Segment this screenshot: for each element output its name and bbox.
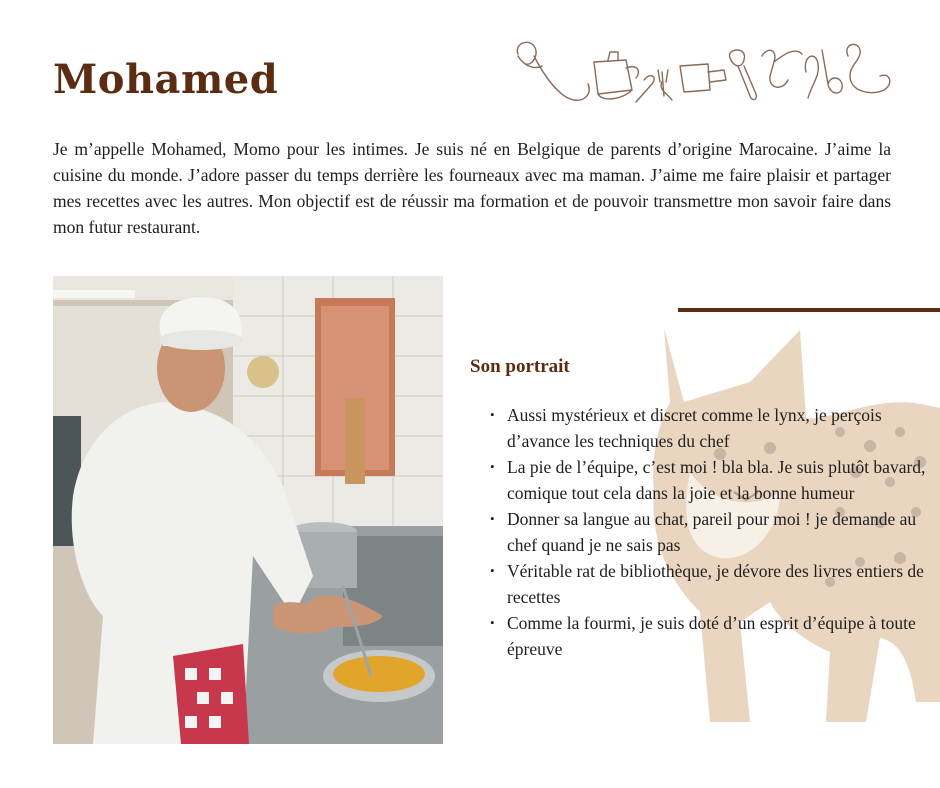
list-item: • Donner sa langue au chat, pareil pour moi ! je demande au chef quand je ne sais pas: [507, 506, 927, 558]
chef-photo-icon: [53, 276, 443, 744]
list-item: • La pie de l’équipe, c’est moi ! bla bla. Je suis plutôt bavard, comique tout cela dans la joie et la bonne humeur: [507, 454, 927, 506]
list-item: • Véritable rat de bibliothèque, je dévore des livres entiers de recettes: [507, 558, 927, 610]
intro-paragraph: Je m’appelle Mohamed, Momo pour les intimes. Je suis né en Belgique de parents d’origine Marocaine. J’aime la cuisine du monde. J’adore passer du temps derrière les fourneaux avec ma maman. J’aime me faire plaisir et partager mes recettes avec les autres. Mon objectif est de réussir ma formation et de pouvoir transmettre mon savoir faire dans mon futur restaurant.: [53, 139, 891, 237]
profile-name: Mohamed: [53, 56, 279, 103]
list-item: • Aussi mystérieux et discret comme le lynx, je perçois d’avance les techniques du chef: [507, 402, 927, 454]
traits-list: [470, 402, 927, 662]
list-item: • Comme la fourmi, je suis doté d’un esprit d’équipe à toute épreuve: [507, 610, 927, 662]
portrait-heading: Son portrait: [470, 356, 570, 377]
kitchen-utensils-icon: [512, 36, 897, 108]
accent-rule: [678, 308, 940, 312]
